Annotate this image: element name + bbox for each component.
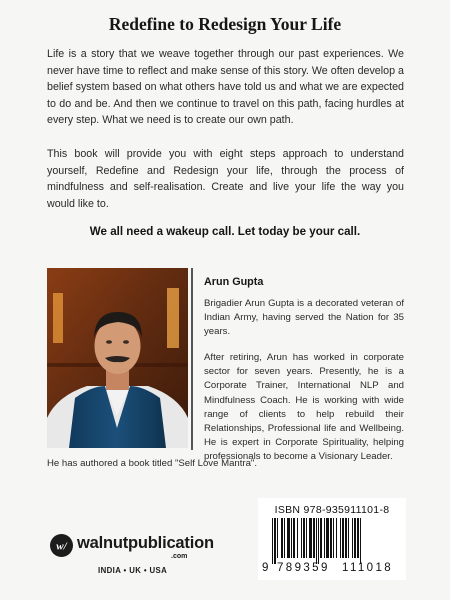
- barcode-bar: [352, 518, 353, 558]
- barcode-bar: [333, 518, 334, 558]
- barcode-bar: [309, 518, 312, 558]
- barcode-bar: [313, 518, 315, 558]
- author-bio-paragraph-1: Brigadier Arun Gupta is a decorated veteran of Indian Army, having served the Nation for 35 years.: [204, 298, 404, 338]
- barcode-bar: [284, 518, 285, 558]
- barcode-left-group: 789359: [277, 562, 330, 574]
- barcode-bar: [272, 518, 273, 564]
- barcode-bar: [303, 518, 305, 558]
- barcode-bar: [293, 518, 295, 558]
- author-bio-paragraph-2: After retiring, Arun has worked in corporate sector for seven years. Presently, he is a Corporate Trainer, International NLP and Mindfulness Coach. He is working with wide range of clients to help rebuild their Relationships, Professional life and Wellbeing. He is expert in Corporate Spirituality, helping professionals to become a Visionary Leader.: [204, 352, 404, 463]
- publisher-logo-mark: w/: [56, 540, 67, 553]
- barcode-bar: [281, 518, 283, 558]
- barcode-bar: [277, 518, 278, 558]
- publisher-logo-icon: [50, 534, 73, 557]
- barcode-bar: [342, 518, 344, 558]
- barcode-bar: [291, 518, 292, 558]
- barcode-bar: [340, 518, 341, 558]
- barcode-bar: [360, 518, 361, 564]
- barcode-bar: [330, 518, 332, 558]
- author-photo: [47, 268, 188, 448]
- barcode-bar: [345, 518, 347, 558]
- author-section-divider: [191, 268, 193, 450]
- barcode-bar: [318, 518, 319, 564]
- barcode-bars: [258, 518, 406, 566]
- authored-book-note: He has authored a book titled "Self Love Mantra".: [47, 458, 258, 469]
- isbn-barcode: [258, 498, 406, 580]
- barcode-bar: [354, 518, 356, 558]
- publisher-regions: INDIA • UK • USA: [98, 566, 168, 575]
- barcode-lead-digit: 9: [262, 562, 269, 574]
- barcode-bar: [297, 518, 298, 558]
- blurb-paragraph-1: Life is a story that we weave together through our past experiences. We never have time to reflect and make sense of this story. We often develop a belief system based on what others have told us and what we are expected to do and be. And then we continue to travel on this path, facing hurdles at every step. What we need is to create our own path.: [47, 48, 404, 127]
- barcode-bar: [287, 518, 290, 558]
- author-name: Arun Gupta: [204, 276, 264, 288]
- barcode-bar: [320, 518, 322, 558]
- barcode-bar: [306, 518, 307, 558]
- tagline: We all need a wakeup call. Let today be your call.: [89, 225, 361, 238]
- blurb-paragraph-2: This book will provide you with eight steps approach to understand yourself, Redefine and Redesign your life, through the process of mindfulness and self-realisation. Create and live your life the way you would like to.: [47, 148, 404, 210]
- barcode-bar: [348, 518, 349, 558]
- isbn-label: ISBN 978-935911101-8: [274, 504, 390, 516]
- barcode-bar: [274, 518, 276, 564]
- barcode-bar: [326, 518, 329, 558]
- barcode-bar: [316, 518, 317, 564]
- barcode-bar: [357, 518, 359, 558]
- barcode-bar: [324, 518, 325, 558]
- back-cover-title: Redefine to Redesign Your Life: [108, 14, 342, 34]
- publisher-name: walnutpublication: [77, 534, 214, 552]
- publisher-domain: .com: [171, 553, 188, 560]
- barcode-bar: [336, 518, 337, 558]
- barcode-bar: [301, 518, 302, 558]
- barcode-right-group: 111018: [342, 562, 394, 574]
